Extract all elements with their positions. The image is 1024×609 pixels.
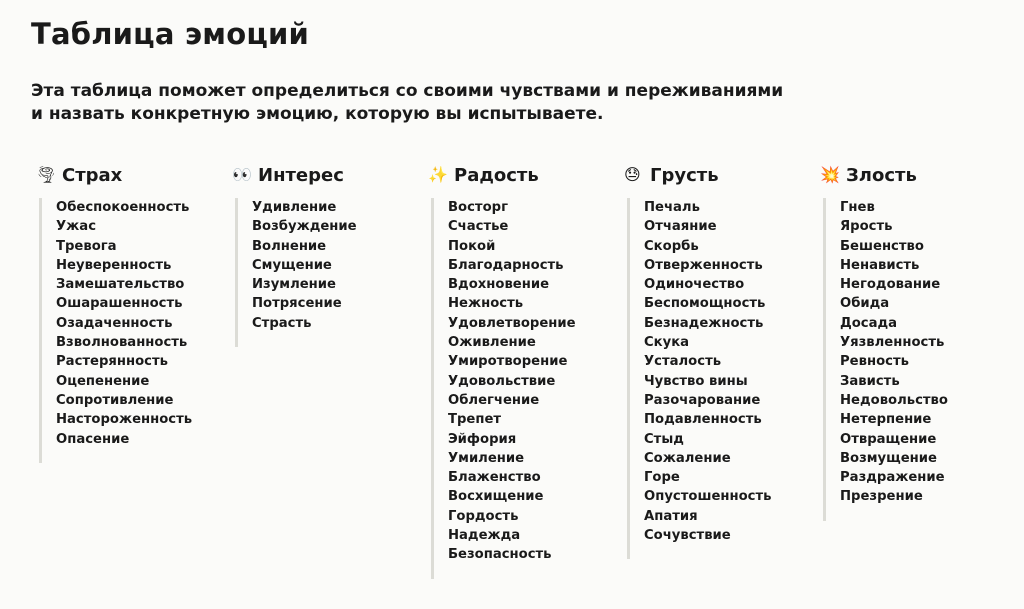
- emotion-item: Уязвленность: [840, 335, 945, 351]
- emotion-item: Озадаченность: [56, 315, 173, 331]
- sparkles-icon: ✨: [428, 165, 448, 184]
- emotion-item: Обида: [840, 296, 890, 312]
- emotion-item: Бешенство: [840, 238, 924, 254]
- intro-line-1: Эта таблица поможет определиться со своими чувствами и переживаниями: [31, 81, 784, 101]
- emotion-item: Чувство вины: [644, 373, 748, 389]
- emotion-item: Ярость: [840, 219, 893, 235]
- emotion-item: Разочарование: [644, 392, 761, 408]
- emotion-item: Печаль: [644, 200, 700, 215]
- emotion-item: Взволнованность: [56, 335, 188, 351]
- emotion-item: Безопасность: [448, 547, 552, 563]
- emotion-item: Растерянность: [56, 354, 168, 370]
- emotion-item: Нетерпение: [840, 412, 932, 428]
- emotion-item: Ужас: [56, 219, 97, 235]
- column-header: [232, 162, 428, 188]
- page-title: Таблица эмоций: [31, 17, 310, 51]
- emotion-item: Настороженность: [56, 412, 193, 428]
- emotion-item: Раздражение: [840, 470, 945, 486]
- emotion-item: Изумление: [252, 277, 336, 293]
- emotion-column: [232, 162, 428, 579]
- emotion-column: [624, 162, 820, 579]
- intro-line-2: и назвать конкретную эмоцию, которую вы испытываете.: [31, 104, 604, 124]
- emotion-column: [820, 162, 1016, 579]
- emotion-item: Трепет: [448, 412, 502, 428]
- emotion-item: Надежда: [448, 528, 521, 544]
- emotion-item: Сопротивление: [56, 392, 174, 408]
- column-header: [428, 162, 624, 188]
- sad-face-icon: 😓: [624, 165, 641, 184]
- emotion-item: Скорбь: [644, 238, 699, 254]
- emotion-item: Облегчение: [448, 392, 540, 408]
- emotion-column: [36, 162, 232, 579]
- column-title: Злость: [846, 164, 917, 186]
- emotion-item: Обеспокоенность: [56, 200, 190, 215]
- emotion-list: [431, 198, 624, 579]
- emotion-item: Удовлетворение: [448, 315, 576, 331]
- emotion-item: Подавленность: [644, 412, 762, 428]
- column-title: Страх: [62, 164, 123, 186]
- emotion-list: [627, 198, 820, 559]
- tornado-icon: 🌪: [36, 165, 57, 184]
- emotion-item: Сочувствие: [644, 528, 731, 544]
- emotion-item: Презрение: [840, 489, 923, 505]
- emotion-item: Недовольство: [840, 392, 948, 408]
- emotion-item: Оцепенение: [56, 373, 150, 389]
- emotion-item: Смущение: [252, 257, 332, 273]
- emotion-item: Возбуждение: [252, 219, 357, 235]
- emotion-item: Страсть: [252, 315, 312, 331]
- emotion-list: [39, 198, 232, 463]
- emotion-item: Восторг: [448, 200, 508, 215]
- emotion-column: [428, 162, 624, 579]
- emotion-item: Неуверенность: [56, 257, 172, 273]
- emotion-list: [823, 198, 1016, 521]
- column-title: Грусть: [650, 164, 719, 186]
- emotion-item: Скука: [644, 335, 690, 351]
- emotion-item: Ошарашенность: [56, 296, 183, 312]
- column-title: Радость: [454, 164, 539, 186]
- eyes-icon: 👀: [232, 165, 252, 184]
- emotion-item: Негодование: [840, 277, 941, 293]
- emotion-item: Восхищение: [448, 489, 544, 505]
- emotion-item: Ревность: [840, 354, 909, 370]
- intro-text: [31, 80, 783, 126]
- emotion-item: Гнев: [840, 200, 875, 215]
- emotion-item: Досада: [840, 315, 898, 331]
- emotion-item: Замешательство: [56, 277, 185, 293]
- emotion-item: Потрясение: [252, 296, 342, 312]
- emotion-item: Зависть: [840, 373, 900, 389]
- emotion-item: Тревога: [56, 238, 117, 254]
- emotion-item: Нежность: [448, 296, 524, 312]
- emotion-item: Гордость: [448, 508, 519, 524]
- emotion-item: Эйфория: [448, 431, 517, 447]
- emotion-item: Сожаление: [644, 450, 731, 466]
- emotion-item: Беспомощность: [644, 296, 766, 312]
- emotion-item: Счастье: [448, 219, 509, 235]
- emotion-item: Безнадежность: [644, 315, 764, 331]
- column-title: Интерес: [258, 164, 344, 186]
- emotion-item: Одиночество: [644, 277, 745, 293]
- column-header: [624, 162, 820, 188]
- column-header: [36, 162, 232, 188]
- emotion-item: Покой: [448, 238, 496, 254]
- emotion-item: Отверженность: [644, 257, 763, 273]
- emotion-item: Апатия: [644, 508, 698, 524]
- emotion-item: Возмущение: [840, 450, 937, 466]
- emotion-item: Оживление: [448, 335, 536, 351]
- emotion-item: Удивление: [252, 200, 337, 215]
- emotion-columns: [36, 162, 1016, 579]
- emotion-item: Удовольствие: [448, 373, 556, 389]
- emotion-item: Усталость: [644, 354, 722, 370]
- emotion-item: Отвращение: [840, 431, 937, 447]
- emotion-item: Ненависть: [840, 257, 920, 273]
- emotion-item: Волнение: [252, 238, 327, 254]
- emotion-item: Благодарность: [448, 257, 564, 273]
- emotion-item: Отчаяние: [644, 219, 717, 235]
- emotion-item: Горе: [644, 470, 680, 486]
- emotion-item: Умиротворение: [448, 354, 568, 370]
- emotion-item: Стыд: [644, 431, 684, 447]
- emotion-item: Вдохновение: [448, 277, 550, 293]
- emotion-item: Умиление: [448, 450, 525, 466]
- emotion-list: [235, 198, 428, 347]
- emotion-item: Блаженство: [448, 470, 541, 486]
- emotion-item: Опасение: [56, 431, 130, 447]
- emotion-item: Опустошенность: [644, 489, 772, 505]
- column-header: [820, 162, 1016, 188]
- explosion-icon: 💥: [820, 165, 840, 184]
